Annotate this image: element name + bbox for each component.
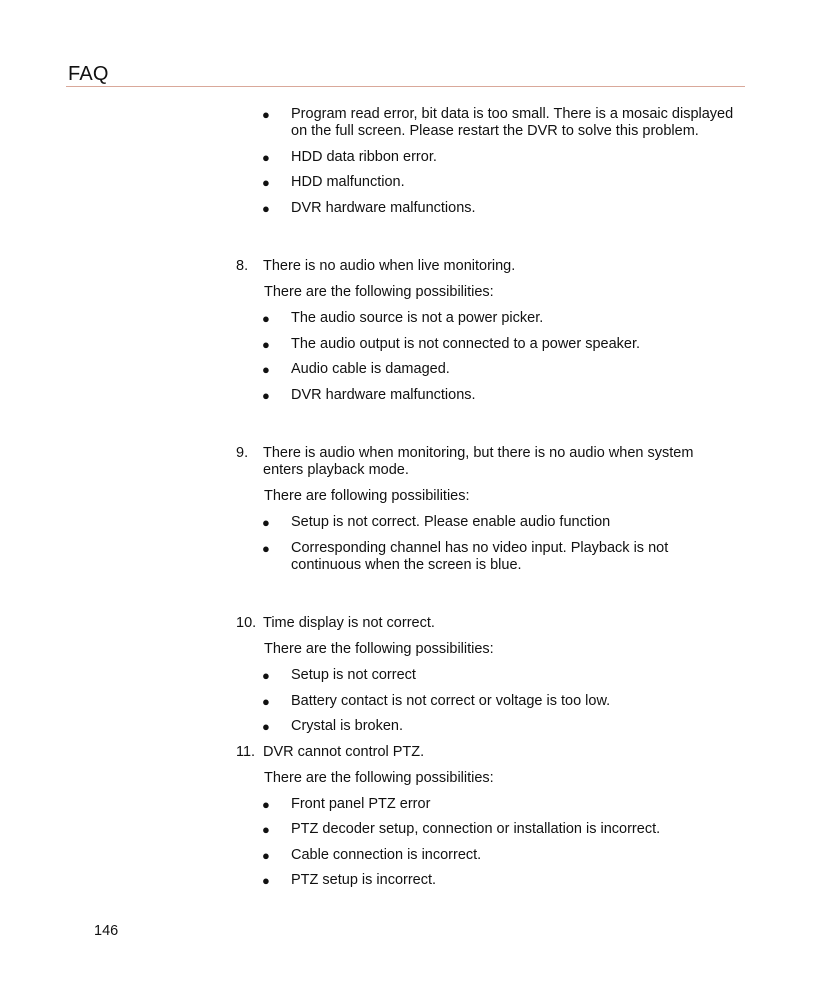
bullet-icon: ● bbox=[262, 668, 270, 683]
bullet-icon: ● bbox=[262, 822, 270, 837]
list-item bbox=[236, 106, 736, 140]
list-item-text: Corresponding channel has no video input. Playback is not continuous when the screen is blue. bbox=[291, 539, 669, 573]
faq-item-10 bbox=[236, 615, 736, 632]
list-item bbox=[236, 387, 736, 404]
list-item-text: Audio cable is damaged. bbox=[291, 361, 450, 377]
item-question: DVR cannot control PTZ. bbox=[263, 743, 425, 760]
bullet-icon: ● bbox=[262, 362, 270, 377]
item-bullet-list bbox=[236, 514, 736, 574]
bullet-icon: ● bbox=[262, 107, 270, 122]
item-number: 11. bbox=[236, 743, 256, 760]
list-item-text: Crystal is broken. bbox=[291, 718, 404, 734]
bullet-icon: ● bbox=[262, 515, 270, 530]
item-intro: There are the following possibilities: bbox=[264, 641, 494, 657]
list-item bbox=[236, 149, 736, 166]
bullet-icon: ● bbox=[262, 336, 270, 352]
item-intro: There are the following possibilities: bbox=[264, 284, 494, 300]
bullet-icon: ● bbox=[262, 693, 270, 709]
list-item-text: Cable connection is incorrect. bbox=[291, 846, 482, 863]
list-item bbox=[236, 872, 736, 889]
continued-bullet-list bbox=[236, 106, 736, 217]
faq-item-9 bbox=[236, 445, 736, 479]
list-item-text: DVR hardware malfunctions. bbox=[291, 386, 476, 403]
item-question: Time display is not correct. bbox=[263, 615, 435, 631]
item-question: There is no audio when live monitoring. bbox=[263, 258, 516, 274]
list-item bbox=[236, 174, 736, 191]
item-number: 9. bbox=[236, 445, 249, 461]
list-item-text: Battery contact is not correct or voltage is too low. bbox=[291, 692, 611, 709]
list-item-text: Setup is not correct. Please enable audio function bbox=[291, 514, 611, 530]
item-number: 8. bbox=[236, 258, 249, 274]
list-item-text: PTZ setup is incorrect. bbox=[291, 872, 437, 888]
item-question: There is audio when monitoring, but there is no audio when system enters playback mode. bbox=[263, 445, 694, 478]
list-item bbox=[236, 847, 736, 864]
list-item-text: Setup is not correct bbox=[291, 667, 416, 683]
spacer bbox=[236, 582, 736, 615]
item-number: 10. bbox=[236, 615, 257, 631]
list-item bbox=[236, 361, 736, 378]
page-title: FAQ bbox=[68, 63, 109, 85]
list-item-text: Front panel PTZ error bbox=[291, 795, 431, 812]
list-item bbox=[236, 514, 736, 531]
item-bullet-list bbox=[236, 310, 736, 404]
list-item-text: HDD data ribbon error. bbox=[291, 148, 437, 165]
list-item bbox=[236, 821, 736, 838]
item-bullet-list bbox=[236, 796, 736, 890]
bullet-icon: ● bbox=[262, 796, 270, 812]
list-item bbox=[236, 200, 736, 217]
bullet-icon: ● bbox=[262, 540, 270, 556]
spacer bbox=[236, 412, 736, 445]
page-number: 146 bbox=[94, 923, 119, 939]
list-item-text: DVR hardware malfunctions. bbox=[291, 199, 476, 216]
list-item-text: The audio output is not connected to a power speaker. bbox=[291, 335, 641, 352]
list-item bbox=[236, 796, 736, 813]
bullet-icon: ● bbox=[262, 873, 270, 888]
list-item bbox=[236, 310, 736, 327]
list-item bbox=[236, 540, 736, 574]
bullet-icon: ● bbox=[262, 149, 270, 165]
faq-item-11 bbox=[236, 744, 736, 761]
list-item-text: HDD malfunction. bbox=[291, 174, 405, 190]
bullet-icon: ● bbox=[262, 175, 270, 190]
list-item bbox=[236, 667, 736, 684]
bullet-icon: ● bbox=[262, 311, 270, 326]
bullet-icon: ● bbox=[262, 200, 270, 216]
bullet-icon: ● bbox=[262, 387, 270, 403]
list-item-text: Program read error, bit data is too small. There is a mosaic displayed on the full screen. Please restart the DVR to solve this problem. bbox=[291, 106, 734, 139]
item-intro: There are following possibilities: bbox=[264, 488, 470, 504]
faq-content bbox=[236, 106, 736, 898]
list-item bbox=[236, 336, 736, 353]
bullet-icon: ● bbox=[262, 847, 270, 863]
list-item-text: The audio source is not a power picker. bbox=[291, 310, 544, 326]
list-item bbox=[236, 693, 736, 710]
list-item-text: PTZ decoder setup, connection or installation is incorrect. bbox=[291, 821, 661, 837]
item-intro: There are the following possibilities: bbox=[264, 769, 494, 786]
bullet-icon: ● bbox=[262, 719, 270, 734]
list-item bbox=[236, 718, 736, 735]
spacer bbox=[236, 225, 736, 258]
header-divider bbox=[66, 86, 745, 87]
item-bullet-list bbox=[236, 667, 736, 735]
faq-item-8 bbox=[236, 258, 736, 275]
